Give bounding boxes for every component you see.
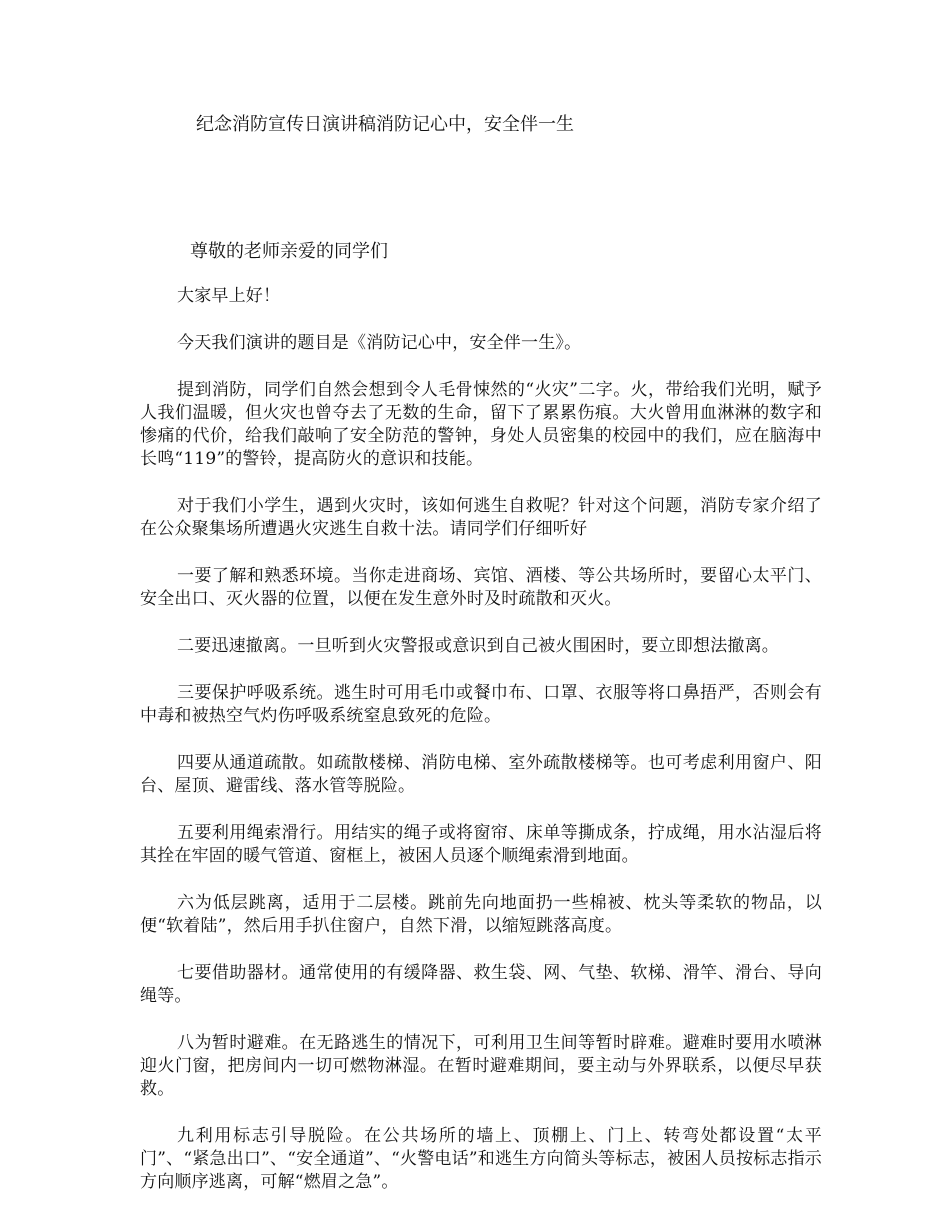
paragraph-tip-8: 八为暂时避难。在无路逃生的情况下，可利用卫生间等暂时辟难。避难时要用水喷淋迎火门窗，把房间内一切可燃物淋湿。在暂时避难期间，要主动与外界联系，以便尽早获救。 (140, 1033, 822, 1099)
paragraph-tip-4: 四要从通道疏散。如疏散楼梯、消防电梯、室外疏散楼梯等。也可考虑利用窗户、阳台、屋顶、避雷线、落水管等脱险。 (140, 753, 822, 796)
salutation: 尊敬的老师亲爱的同学们 (190, 241, 388, 262)
document-body (140, 285, 822, 1218)
paragraph-intro: 提到消防，同学们自然会想到令人毛骨悚然的“火灾”二字。火，带给我们光明，赋予人我们温暖，但火灾也曾夺去了无数的生命，留下了累累伤痕。大火曾用血淋淋的数字和惨痛的代价，给我们敲响了安全防范的警钟，身处人员密集的校园中的我们，应在脑海中长鸣“119”的警铃，提高防火的意识和技能。 (140, 380, 822, 469)
paragraph-question: 对于我们小学生，遇到火灾时，该如何逃生自救呢？针对这个问题，消防专家介绍了在公众聚集场所遭遇火灾逃生自救十法。请同学们仔细听好 (140, 496, 822, 539)
paragraph-topic: 今天我们演讲的题目是《消防记心中，安全伴一生》。 (177, 333, 582, 353)
paragraph-tip-3: 三要保护呼吸系统。逃生时可用毛巾或餐巾布、口罩、衣服等将口鼻捂严，否则会有中毒和被热空气灼伤呼吸系统窒息致死的危险。 (140, 683, 822, 726)
paragraph-tip-9: 九利用标志引导脱险。在公共场所的墙上、顶棚上、门上、转弯处都设置“太平门”、“紧急出口”、“安全通道”、“火警电话”和逃生方向简头等标志，被困人员按标志指示方向顺序逃离，可解“燃眉之急”。 (140, 1126, 822, 1192)
document-title: 纪念消防宣传日演讲稿消防记心中，安全伴一生 (196, 114, 574, 135)
paragraph-greeting: 大家早上好！ (177, 286, 281, 306)
paragraph-tip-5: 五要利用绳索滑行。用结实的绳子或将窗帘、床单等撕成条，拧成绳，用水沾湿后将其拴在牢固的暖气管道、窗框上，被困人员逐个顺绳索滑到地面。 (140, 823, 822, 866)
paragraph-tip-7: 七要借助器材。通常使用的有缓降器、救生袋、网、气垫、软梯、滑竿、滑台、导向绳等。 (140, 963, 822, 1006)
paragraph-tip-6: 六为低层跳离，适用于二层楼。跳前先向地面扔一些棉被、枕头等柔软的物品，以便“软着陆”，然后用手扒住窗户，自然下滑，以缩短跳落高度。 (140, 893, 822, 936)
paragraph-tip-1: 一要了解和熟悉环境。当你走进商场、宾馆、酒楼、等公共场所时，要留心太平门、安全出口、灭火器的位置，以便在发生意外时及时疏散和灭火。 (140, 566, 822, 609)
paragraph-tip-2: 二要迅速撤离。一旦听到火灾警报或意识到自己被火围困时，要立即想法撤离。 (177, 636, 779, 656)
